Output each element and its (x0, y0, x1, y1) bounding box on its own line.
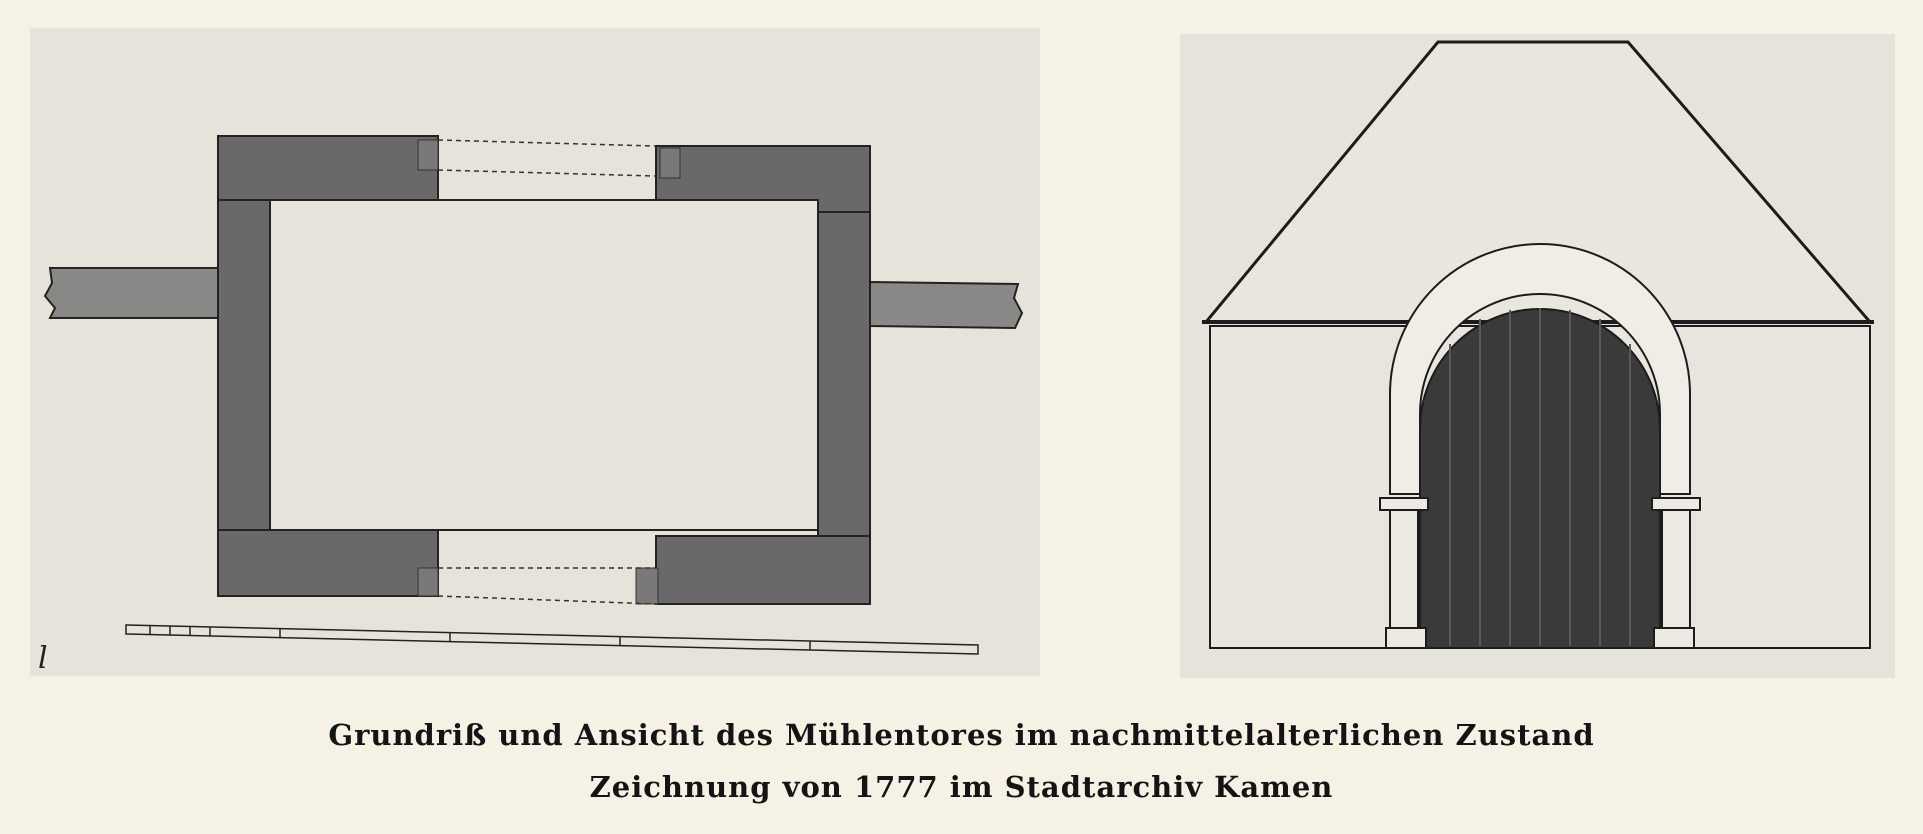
scale-bar (126, 625, 978, 654)
elevation-panel (1180, 34, 1895, 678)
city-wall-left (45, 268, 220, 318)
floor-plan-panel (30, 28, 1040, 676)
gate-elevation-drawing (1180, 34, 1895, 678)
tower-walls (218, 136, 870, 604)
plan-mark: l (38, 641, 48, 676)
gate-door (1420, 308, 1660, 648)
figure-caption-source: Zeichnung von 1777 im Stadtarchiv Kamen (589, 770, 1334, 804)
floor-plan-drawing (30, 28, 1040, 676)
city-wall-right (868, 282, 1022, 328)
figure-caption-title: Grundriß und Ansicht des Mühlentores im nachmittelalterlichen Zustand (328, 718, 1595, 752)
